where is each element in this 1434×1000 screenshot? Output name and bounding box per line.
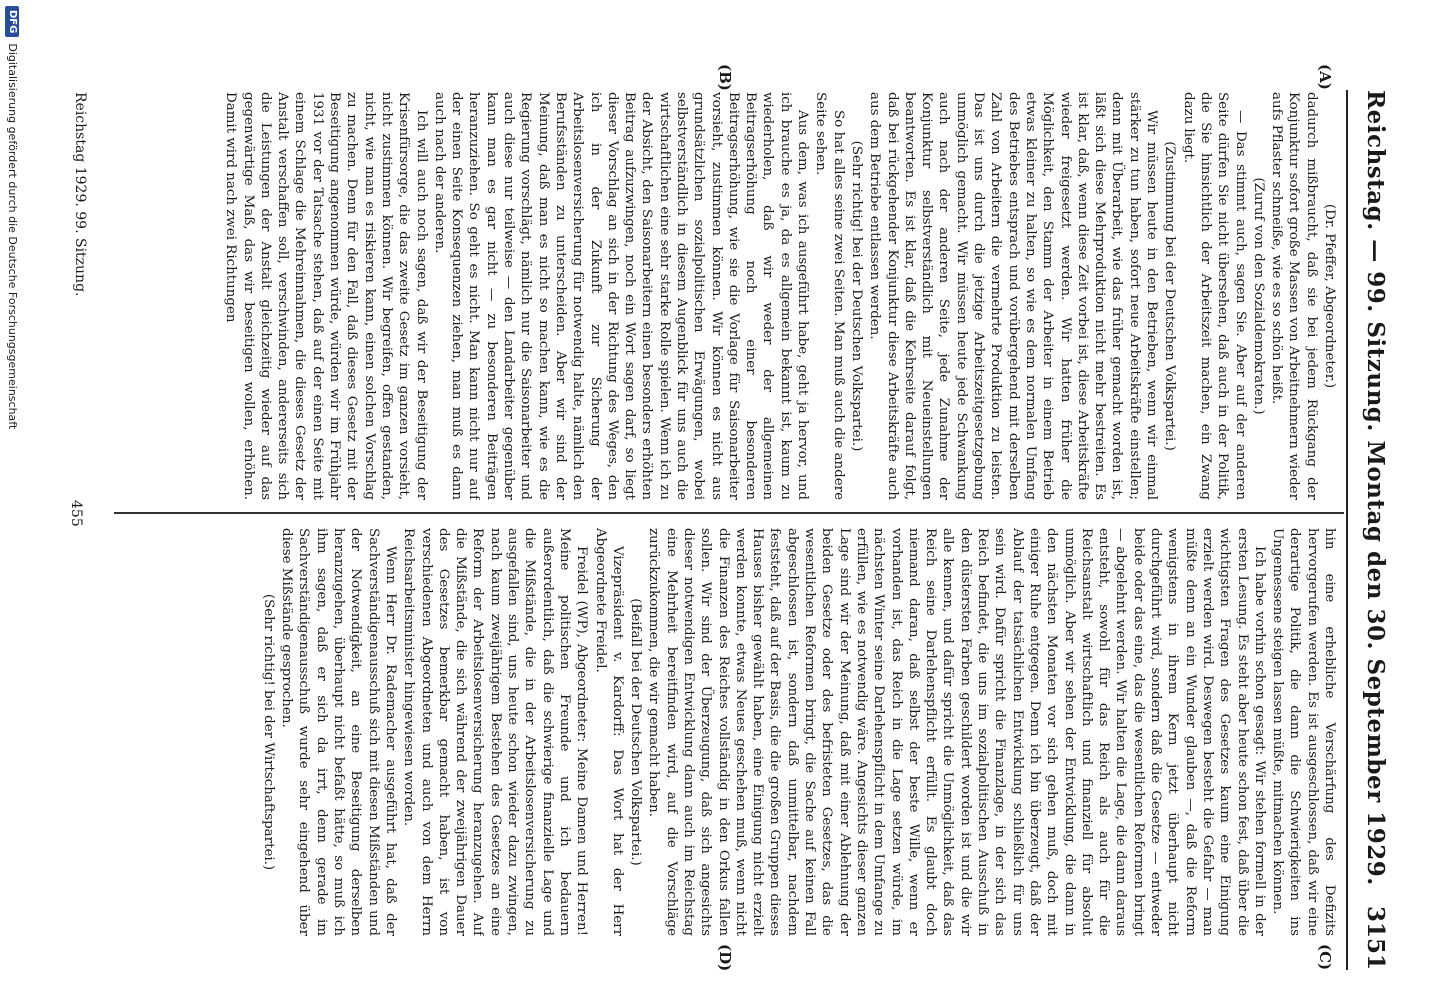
side-note: [2, 0, 22, 1000]
side-note-text: Digitalisierung gefördert durch die Deutsche Forschungsgemeinschaft: [6, 43, 19, 430]
paragraph: Aus dem, was ich ausgeführt habe, geht ja hervor, und ich brauche es ja, da es allgemein bekannt ist, kaum zu wiederholen, daß wir weder der allgemeinen Beitragserhöhung noch einer besonderen Beitragserhöhung, wie sie die Vorlage für Saisonarbeiter vorsieht, zustimmen können. Wir können es nicht aus grundsätzlichen sozialpolitischen Erwägungen, wobei selbstverständlich in diesem Augenblick für uns auch die wirtschaftlichen eine sehr starke Rolle spielen. Wenn ich zu der Absicht, den Saisonarbeitern einen besonders erhöhten Beitrag aufzuzwingen, noch ein Wort sagen darf, so liegt dieser Vorschlag an sich in der Richtung des Weges, den ich in der Zukunft zur Sicherung der Arbeitslosenversicherung für notwendig halte, nämlich den Berufsständen zu unterscheiden. Aber wir sind der Meinung, daß man es nicht so machen kann, wie es die Regierung vorschlägt, nämlich nur die Saisonarbeiter und auch diese nur teilweise — den Landarbeiter gegenüber kann man es gar nicht — zu besonderen Beiträgen heranzuziehen. So geht es nicht. Man kann nicht nur auf der einen Seite Konsequenzen ziehen, man muß es dann auch nach der anderen.: [431, 92, 811, 500]
speaker-line: (Dr. Pfeffer, Abgeordneter.): [1322, 203, 1337, 389]
interjection: (Zuruf von den Sozialdemokraten.): [1250, 177, 1266, 415]
margin-letter-c: (C): [1316, 944, 1334, 971]
paragraph: hin eine erhebliche Verschärfung des Defizits hervorgerufen werden. Es ist ausgeschlossen, daß wir eine derartige Politik, die dann die Schwierigkeiten ins Ungemessene steigen lassen müßte, mitmachen können.: [1270, 528, 1337, 936]
footer-left: Reichstag 1929. 99. Sitzung.: [72, 92, 88, 297]
interjection: (Beifall bei der Deutschen Volkspartei.): [628, 598, 644, 866]
left-column: [108, 92, 1338, 500]
margin-letter-a: (A): [1316, 64, 1334, 90]
margin-letter-b: (B): [716, 64, 734, 91]
right-column: [108, 528, 1338, 936]
paragraph: dadurch mißbraucht, daß sie bei jedem Rückgang der Konjunktur sofort große Massen von Arbeitnehmern wieder aufs Pflaster schmeiße, wie es so schön heißt.: [1269, 92, 1319, 500]
interjection: (Zustimmung bei der Deutschen Volkspartei.): [1162, 141, 1178, 451]
interjection: (Sehr richtig! bei der Wirtschaftspartei.): [260, 593, 276, 871]
dfg-logo: DFG: [5, 6, 19, 37]
paragraph: Wenn Herr Dr. Rademacher ausgeführt hat, daß der Sachverständigenausschuß sich mit diesen Mißständen und der Notwendigkeit, an eine Beseitigung derselben heranzugehen, überhaupt nicht befaßt hätte, so muß ich ihm sagen, daß er sich da irrt, denn gerade im Sachverständigenausschuß wurde sehr eingehend über diese Mißstände gesprochen.: [279, 528, 398, 936]
paragraph: Wir müssen heute in den Betrieben, wenn wir einmal stärker zu tun haben, sofort neue Arbeitskräfte einstellen; denn mit Überarbeit, wie das früher gemacht worden ist, läßt sich diese Mehrproduktion nicht mehr bestreiten. Es ist klar, daß, wenn diese Zeit vorbei ist, diese Arbeitskräfte wieder freigesetzt werden. Wir hatten früher die Möglichkeit, den Stamm der Arbeiter in einem Betrieb etwas kleiner zu halten, so wie es dem normalen Umfang des Betriebes entsprach und vorübergehend mit derselben Zahl von Arbeitern die vermehrte Produktion zu leisten. Das ist uns durch die jetzige Arbeitszeitgesetzgebung unmöglich gemacht. Wir müssen heute jede Schwankung auch nach der anderen Seite, jede Zunahme der Konjunktur selbstverständlich mit Neueinstellungen beantworten. Es ist klar, daß die Kehrseite darauf folgt, daß bei rückgehender Konjunktur diese Arbeitskräfte auch aus dem Betriebe entlassen werden.: [867, 92, 1160, 500]
interjection: (Sehr richtig! bei der Deutschen Volkspartei.): [848, 140, 864, 452]
header-rule: [1346, 90, 1348, 970]
page-header: [1356, 90, 1396, 970]
paragraph: Ich habe vorhin schon gesagt: Wir stehen formell in der ersten Lesung. Es steht aber heute schon fest, daß über die wichtigsten Fragen des Gesetzes kaum eine Einigung erzielt werden wird. Deswegen besteht die Gefahr — man müßte denn an ein Wunder glauben —, daß die Reform wenigstens in ihrem Kern jetzt überhaupt nicht durchgeführt wird, sondern daß die Gesetze — entweder beide oder das eine, das die wesentlichen Reformen bringt — abgelehnt werden. Wir halten die Lage, die dann daraus entsteht, sowohl für das Reich als auch für die Reichsanstalt wirtschaftlich und finanziell für absolut unmöglich. Aber wir sehen der Entwicklung, die dann in den nächsten Monaten vor sich gehen muß, doch mit einiger Ruhe entgegen. Denn ich bin überzeugt, daß der Ablauf der tatsächlichen Entwicklung schließlich für uns sein wird. Dafür spricht die Finanzlage, in der sich das Reich befindet, die uns im sozialpolitischen Ausschuß in den düstersten Farben geschildert worden ist und die wir alle kennen, und dafür spricht die Unmöglichkeit, daß das Reich seine Darlehenspflicht erfüllt. Es glaubt doch niemand daran, daß selbst der beste Wille, wenn er vorhanden ist, das Reich in die Lage setzen würde, im nächsten Winter seine Darlehenspflicht in dem Umfange zu erfüllen, wie es notwendig wäre. Angesichts dieser ganzen Lage sind wir der Meinung, daß mit einer Ablehnung der beiden Gesetze oder des befristeten Gesetzes, das die wesentlichen Reformen bringt, die Sache auf keinen Fall abgeschlossen ist, sondern daß unmittelbar, nachdem feststeht, daß auf der Basis, die die großen Gruppen dieses Hauses bisher gewählt haben, eine Einigung nicht erzielt werden konnte, etwas Neues geschehen muß, wenn nicht die Finanzen des Reiches vollständig in den Orkus fallen sollen. Wir sind der Überzeugung, daß sich angesichts dieser notwendigen Entwicklung dann auch im Reichstag eine Mehrheit bereitfinden wird, auf die Vorschläge zurückzukommen, die wir gemacht haben.: [646, 528, 1267, 936]
paragraph: So hat alles seine zwei Seiten. Man muß auch die andere Seite sehen.: [813, 92, 846, 500]
margin-letter-d: (D): [716, 944, 734, 972]
paragraph: Vizepräsident v. Kardorff: Das Wort hat der Herr Abgeordnete Freidel.: [592, 528, 625, 936]
paragraph: — Das stimmt auch, sagen Sie. Aber auf der anderen Seite dürfen Sie nicht übersehen, daß auch in der Politik, die Sie hinsichtlich der Arbeitszeit machen, ein Zwang dazu liegt.: [1180, 92, 1248, 500]
footer-page-number: 455: [68, 500, 84, 527]
paragraph: Ich will auch noch sagen, daß wir der Beseitigung der Krisenfürsorge, die das zweite Gesetz im ganzen vorsieht, nicht zustimmen können. Wir begreifen, offen gestanden, nicht, wie man es riskieren kann, einen solchen Vorschlag zu machen. Denn für den Fall, daß dieses Gesetz mit der Beseitigung angenommen würde, würden wir im Frühjahr 1931 vor der Tatsache stehen, daß auf der einen Seite mit einem Schlage die Mehreinnahmen, die dieses Gesetz der Anstalt verschaffen soll, verschwinden, andererseits sich die Leistungen der Anstalt gleichzeitig wieder auf das gegenwärtige Maß, das wir beseitigen wollen, erhöhen. Damit wird nach zwei Richtungen: [223, 92, 429, 500]
page-title: Reichstag. — 99. Sitzung. Montag den 30. September 1929.: [1362, 90, 1390, 886]
column-divider: [114, 512, 1344, 514]
side-note-strip: [2, 0, 22, 1000]
paragraph: Freidel (WP), Abgeordneter: Meine Damen und Herren! Meine politischen Freunde und ich bedauern außerordentlich, daß die schwierige finanzielle Lage und die Mißstände, die in der Arbeitslosenversicherung zu ausgefallen sind, uns heute schon wieder dazu zwingen, nach kaum zweijährigem Bestehen des Gesetzes an eine Reform der Arbeitslosenversicherung heranzugehen. Auf die Mißstände, die sich während der zweijährigen Dauer des Gesetzes bemerkbar gemacht haben, ist von verschiedenen Abgeordneten und auch von dem Herrn Reichsarbeitsminister hingewiesen worden.: [401, 528, 590, 936]
page-number: 3151: [1362, 905, 1390, 970]
